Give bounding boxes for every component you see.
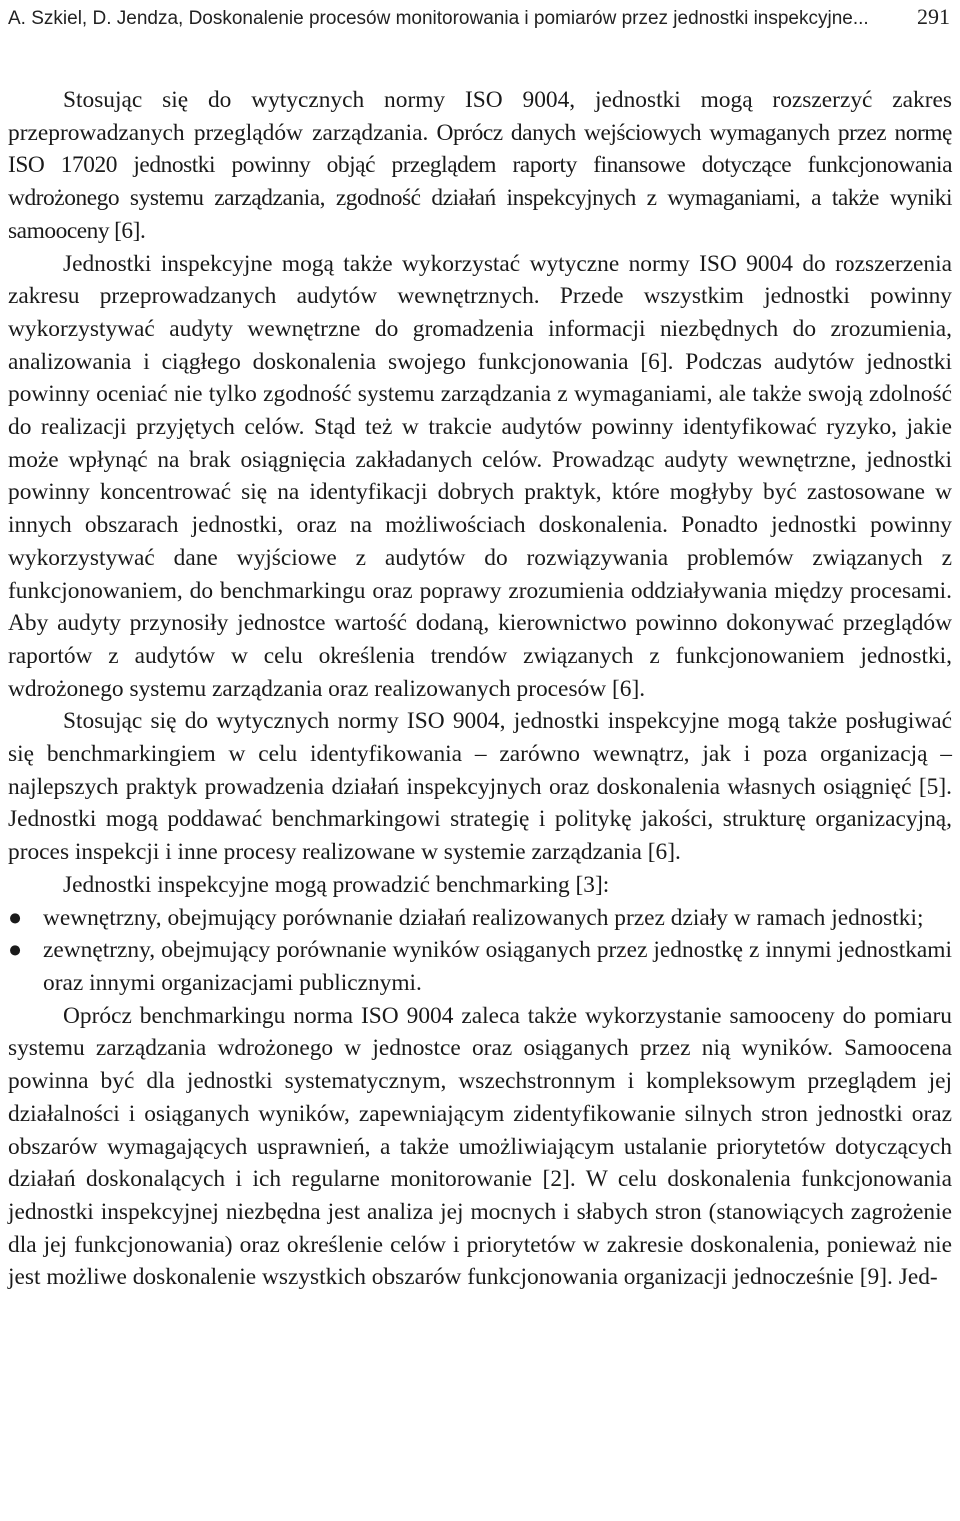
paragraph-5: Oprócz benchmarkingu norma ISO 9004 zaleca także wykorzystanie samooceny do pomiaru systemu zarządzania wdrożonego w jednostce oraz osiąganych przez nią wyników. Samoocena powinna być dla jednostki systematycznym, wszechstronnym i kompleksowym przeglądem jej działalności i osiąganych wyników, zapewniającym zidentyfikowanie silnych stron jednostki oraz obszarów wymagających usprawnień, a także umożliwiającym ustalanie priorytetów dotyczących działań doskonalących i ich regularne monitorowanie [2]. W celu doskonalenia funkcjonowania jednostki inspekcyjnej niezbędna jest analiza jej mocnych i słabych stron (stanowiących zagrożenie dla jej funkcjonowania) oraz określenie celów i priorytetów w zakresie doskonalenia, ponieważ nie jest możliwe doskonalenie wszystkich obszarów funkcjonowania organizacji jednocześnie [9]. Jed- <box>8 1002 952 1291</box>
list-item <box>8 902 952 935</box>
bullet-icon: ● <box>8 904 23 931</box>
list-item-text: wewnętrzny, obejmujący porównanie działań realizowanych przez działy w ramach jednostki; <box>43 904 924 931</box>
paragraph-4: Jednostki inspekcyjne mogą prowadzić benchmarking [3]: <box>63 871 610 898</box>
bullet-icon: ● <box>8 937 23 964</box>
paragraph-1-lead: Stosując się do wytycznych normy ISO 9004, jednostki mogą rozszerzyć zakres przeprowadzanych przeglądów zarządzania. <box>8 87 952 146</box>
bullet-list <box>8 902 952 1000</box>
page-number: 291 <box>917 4 950 29</box>
list-item-text: zewnętrzny, obejmujący porównanie wyników osiąganych przez jednostkę z innymi jednostkami oraz innymi organizacjami publicznymi. <box>43 937 952 996</box>
article-body <box>8 84 952 1294</box>
running-title: A. Szkiel, D. Jendza, Doskonalenie procesów monitorowania i pomiarów przez jednostki inspekcyjne... <box>8 8 869 29</box>
paragraph-1 <box>8 84 952 248</box>
paragraph-1-rest: Oprócz danych wejściowych wymaganych przez normę ISO 17020 jednostki powinny objąć przeglądem raporty finansowe dotyczące funkcjonowania wdrożonego systemu zarządzania, zgodność działań inspekcyjnych z wymaganiami, a także wyniki samooceny [6]. <box>8 119 952 244</box>
running-header <box>8 0 952 34</box>
paragraph-2: Jednostki inspekcyjne mogą także wykorzystać wytyczne normy ISO 9004 do rozszerzenia zakresu przeprowadzanych audytów wewnętrznych. Przede wszystkim jednostki powinny wykorzystywać audyty wewnętrzne do gromadzenia informacji niezbędnych do zrozumienia, analizowania i ciągłego doskonalenia swojego funkcjonowania [6]. Podczas audytów jednostki powinny oceniać nie tylko zgodność systemu zarządzania z wymaganiami, ale także swoją zdolność do realizacji przyjętych celów. Stąd też w trakcie audytów powinny identyfikować ryzyko, jakie może wpłynąć na brak osiągnięcia zakładanych celów. Prowadząc audyty wewnętrzne, jednostki powinny koncentrować się na identyfikacji dobrych praktyk, które mogłyby być zastosowane w innych obszarach jednostki, oraz na możliwościach doskonalenia. Ponadto jednostki powinny wykorzystywać dane wyjściowe z audytów do rozwiązywania problemów związanych z funkcjonowaniem, do benchmarkingu oraz poprawy zrozumienia oddziaływania między procesami. Aby audyty przynosiły jednostce wartość dodaną, kierownictwo powinno dokonywać przeglądów raportów z audytów w celu określenia trendów związanych z funkcjonowaniem jednostki, wdrożonego systemu zarządzania oraz realizowanych procesów [6]. <box>8 250 952 702</box>
list-item <box>8 934 952 999</box>
paragraph-3: Stosując się do wytycznych normy ISO 9004, jednostki inspekcyjne mogą także posługiwać się benchmarkingiem w celu identyfikowania – zarówno wewnątrz, jak i poza organizacją – najlepszych praktyk prowadzenia działań inspekcyjnych oraz doskonalenia własnych osiągnięć [5]. Jednostki mogą poddawać benchmarkingowi strategię i politykę jakości, strukturę organizacyjną, proces inspekcji i inne procesy realizowane w systemie zarządzania [6]. <box>8 708 952 866</box>
